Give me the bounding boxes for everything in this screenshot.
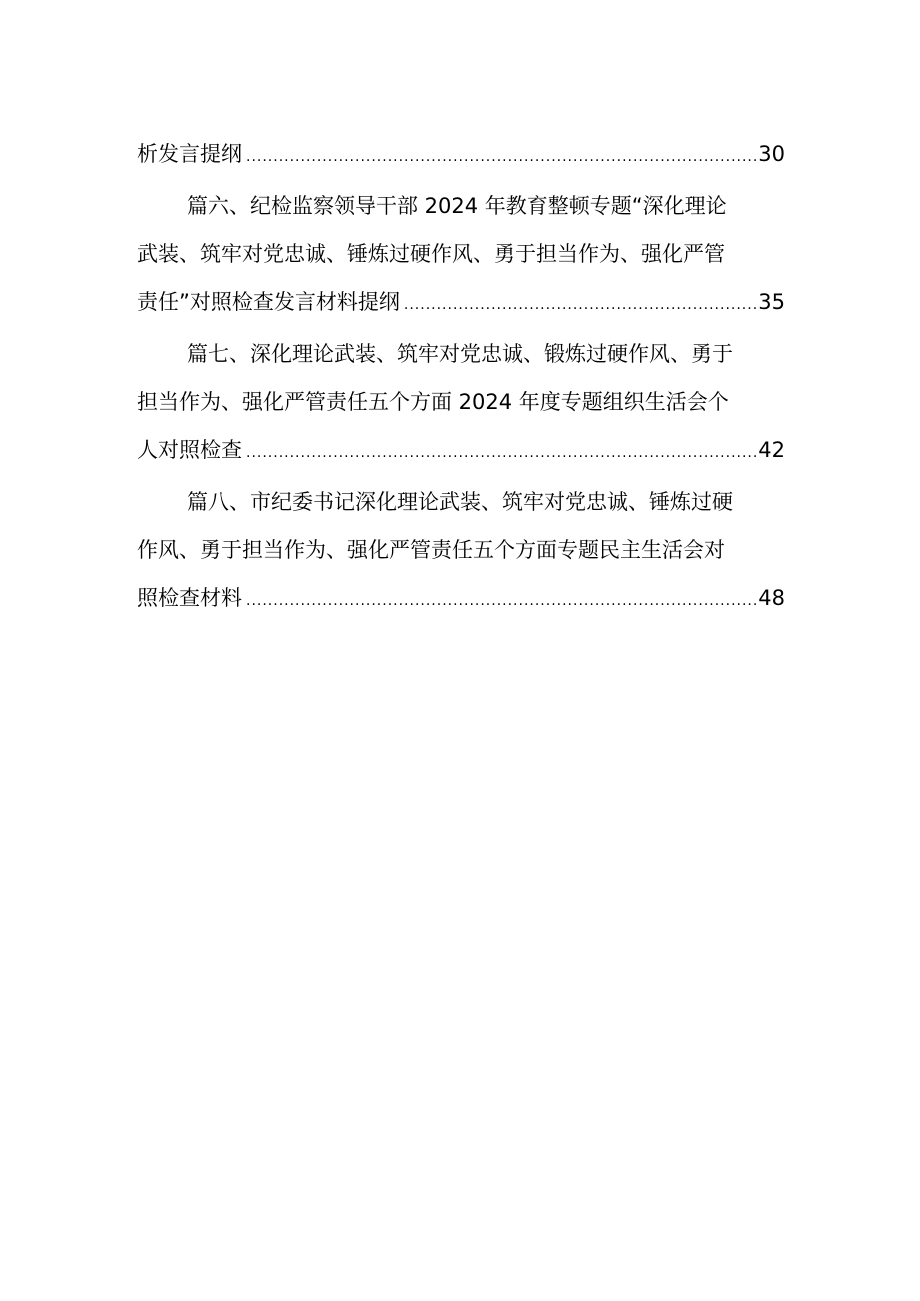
toc-page-number: 35 bbox=[758, 290, 785, 314]
toc-entry-title-end: 照检查材料 bbox=[137, 586, 242, 610]
toc-entry-title-end: 析发言提纲 bbox=[137, 142, 242, 166]
dot-leader bbox=[246, 429, 756, 474]
toc-entry-6[interactable] bbox=[137, 182, 785, 326]
toc-page-number: 30 bbox=[758, 142, 785, 166]
toc-entry-title-end: 人对照检查 bbox=[137, 438, 242, 462]
toc-entry-last-line[interactable] bbox=[137, 130, 785, 178]
toc-entry-last-line bbox=[137, 574, 785, 622]
toc-entry-last-line bbox=[137, 426, 785, 474]
dot-leader bbox=[246, 133, 756, 178]
toc-entry-line: 篇七、深化理论武装、筑牢对党忠诚、锻炼过硬作风、勇于 bbox=[187, 342, 733, 366]
toc-entry-title-end: 责任”对照检查发言材料提纲 bbox=[137, 290, 400, 314]
toc-entry-line: 篇六、纪检监察领导干部 2024 年教育整顿专题“深化理论 bbox=[187, 194, 727, 218]
table-of-contents bbox=[137, 130, 785, 626]
toc-entry-line: 担当作为、强化严管责任五个方面 2024 年度专题组织生活会个 bbox=[137, 390, 729, 414]
toc-entry-line: 篇八、市纪委书记深化理论武装、筑牢对党忠诚、锤炼过硬 bbox=[187, 490, 733, 514]
toc-entry-last-line bbox=[137, 278, 785, 326]
toc-entry-8[interactable] bbox=[137, 478, 785, 622]
toc-entry-5-continued bbox=[137, 130, 785, 178]
toc-entry-line: 作风、勇于担当作为、强化严管责任五个方面专题民主生活会对 bbox=[137, 538, 725, 562]
toc-page-number: 48 bbox=[758, 586, 785, 610]
toc-entry-line: 武装、筑牢对党忠诚、锤炼过硬作风、勇于担当作为、强化严管 bbox=[137, 242, 725, 266]
toc-entry-7[interactable] bbox=[137, 330, 785, 474]
dot-leader bbox=[246, 577, 756, 622]
toc-page-number: 42 bbox=[758, 438, 785, 462]
dot-leader bbox=[404, 281, 756, 326]
